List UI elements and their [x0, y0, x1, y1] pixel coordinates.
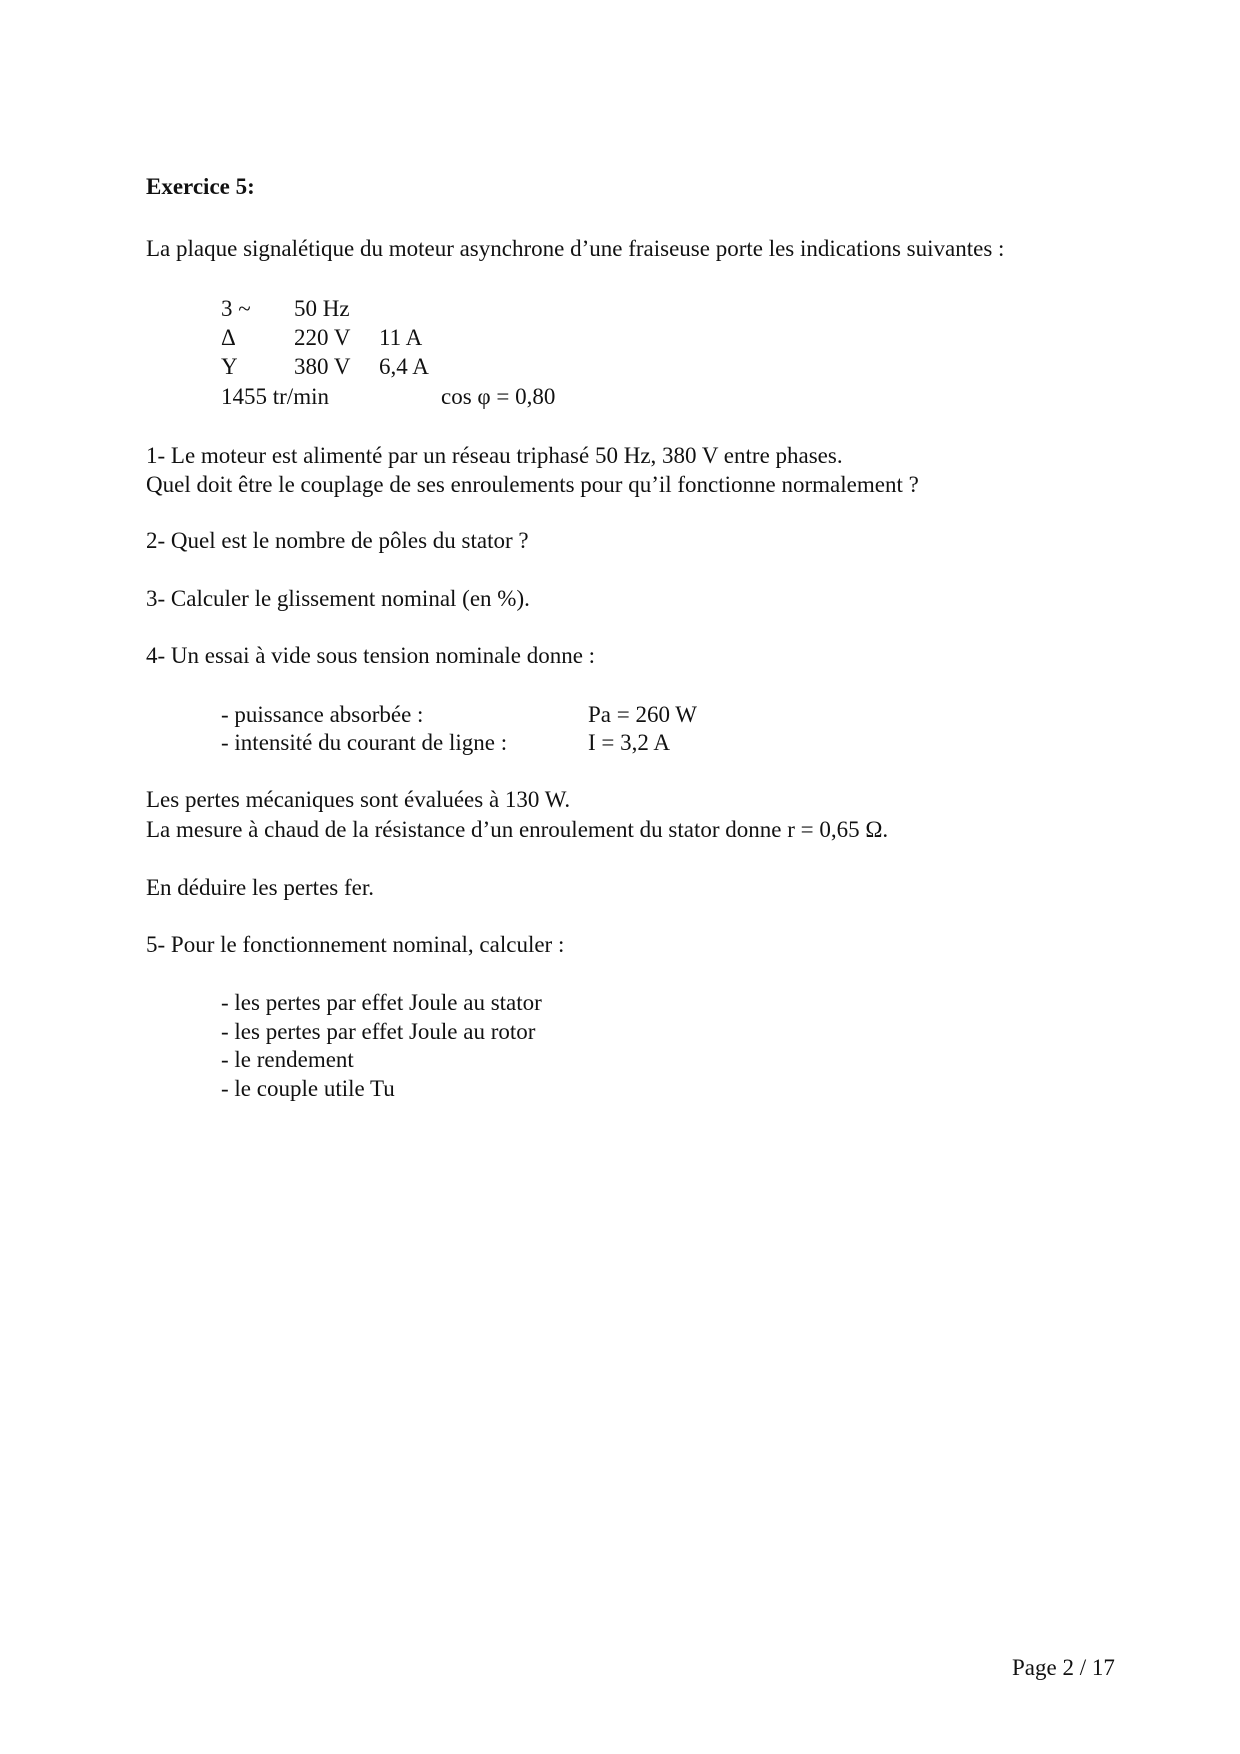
question-1-line-1: 1- Le moteur est alimenté par un réseau triphasé 50 Hz, 380 V entre phases.	[146, 443, 843, 468]
nameplate-phases: 3 ~	[221, 296, 251, 321]
nameplate-delta-voltage: 220 V	[294, 325, 351, 350]
nameplate-delta-current: 11 A	[379, 325, 423, 350]
question-5: 5- Pour le fonctionnement nominal, calculer :	[146, 932, 565, 957]
list-item: - les pertes par effet Joule au stator	[221, 990, 542, 1015]
test-power-value: Pa = 260 W	[588, 702, 698, 727]
question-3: 3- Calculer le glissement nominal (en %).	[146, 586, 530, 611]
question-4: 4- Un essai à vide sous tension nominale donne :	[146, 643, 596, 668]
nameplate-power-factor: cos φ = 0,80	[441, 384, 556, 409]
nameplate-star-voltage: 380 V	[294, 354, 351, 379]
test-current-label: - intensité du courant de ligne :	[221, 730, 508, 755]
iron-losses-question: En déduire les pertes fer.	[146, 875, 374, 900]
list-item: - les pertes par effet Joule au rotor	[221, 1019, 536, 1044]
question-2: 2- Quel est le nombre de pôles du stator ?	[146, 528, 529, 553]
question-1-line-2: Quel doit être le couplage de ses enroulements pour qu’il fonctionne normalement ?	[146, 472, 919, 497]
test-power-label: - puissance absorbée :	[221, 702, 424, 727]
nameplate-star-symbol: Y	[221, 354, 238, 379]
nameplate-star-current: 6,4 A	[379, 354, 429, 379]
list-item: - le rendement	[221, 1047, 354, 1072]
intro-text: La plaque signalétique du moteur asynchrone d’une fraiseuse porte les indications suivantes :	[146, 236, 1005, 261]
page-number: Page 2 / 17	[1012, 1655, 1115, 1680]
nameplate-delta-symbol: Δ	[221, 325, 236, 350]
list-item: - le couple utile Tu	[221, 1076, 395, 1101]
nameplate-frequency: 50 Hz	[294, 296, 350, 321]
stator-resistance-text: La mesure à chaud de la résistance d’un enroulement du stator donne r = 0,65 Ω.	[146, 817, 889, 842]
exercise-title: Exercice 5:	[146, 174, 255, 199]
nameplate-speed: 1455 tr/min	[221, 384, 329, 409]
mechanical-losses-text: Les pertes mécaniques sont évaluées à 130 W.	[146, 787, 571, 812]
test-current-value: I = 3,2 A	[588, 730, 670, 755]
